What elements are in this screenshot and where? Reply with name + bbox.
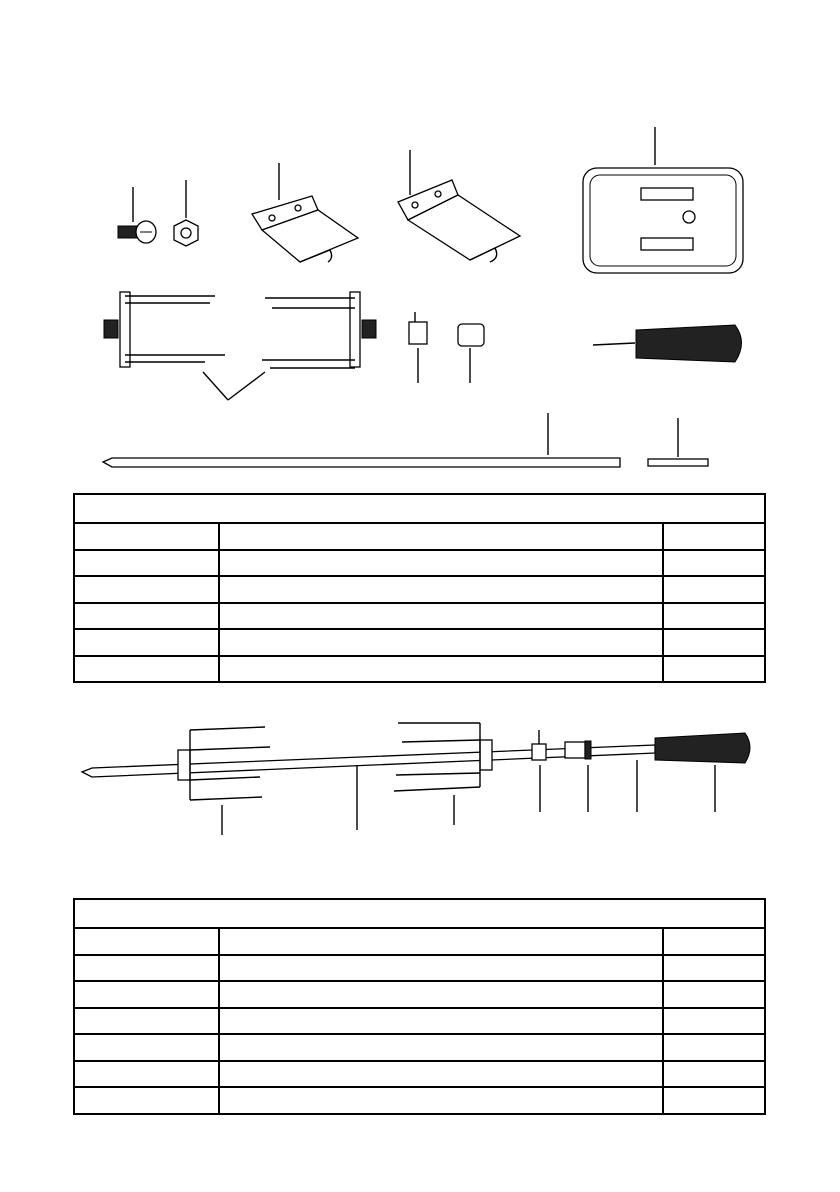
table-header bbox=[74, 899, 765, 928]
handle-icon bbox=[655, 733, 750, 763]
table-row bbox=[74, 1061, 765, 1088]
handle-icon bbox=[593, 325, 742, 362]
table-row bbox=[74, 928, 765, 955]
screw-icon bbox=[118, 187, 156, 243]
bushing-icon bbox=[458, 324, 484, 383]
table-row bbox=[74, 1087, 765, 1114]
bracket-right-icon bbox=[398, 150, 520, 262]
locking-collar-icon bbox=[409, 312, 427, 383]
table-row bbox=[74, 981, 765, 1008]
table-row bbox=[74, 1034, 765, 1061]
assembled-spit-figure bbox=[0, 705, 840, 855]
table-row bbox=[74, 1008, 765, 1035]
parts-table-top bbox=[73, 493, 766, 683]
callout-arrows bbox=[222, 760, 715, 835]
table-row bbox=[74, 955, 765, 982]
locking-collar-icon bbox=[532, 730, 546, 760]
nut-icon bbox=[174, 180, 198, 246]
motor-box-icon bbox=[583, 127, 743, 273]
forks-icon bbox=[104, 292, 376, 400]
table-row bbox=[74, 603, 765, 630]
table-row bbox=[74, 550, 765, 577]
table-row bbox=[74, 629, 765, 656]
table-header bbox=[74, 494, 765, 523]
spit-rod-icon bbox=[103, 413, 620, 467]
counterweight-pin-icon bbox=[648, 418, 708, 466]
bracket-left-icon bbox=[252, 163, 358, 262]
table-row bbox=[74, 656, 765, 683]
table-row bbox=[74, 523, 765, 550]
parts-exploded-figure bbox=[0, 0, 840, 490]
parts-table-bottom bbox=[73, 898, 766, 1115]
bushing-icon bbox=[565, 741, 591, 759]
table-row bbox=[74, 576, 765, 603]
